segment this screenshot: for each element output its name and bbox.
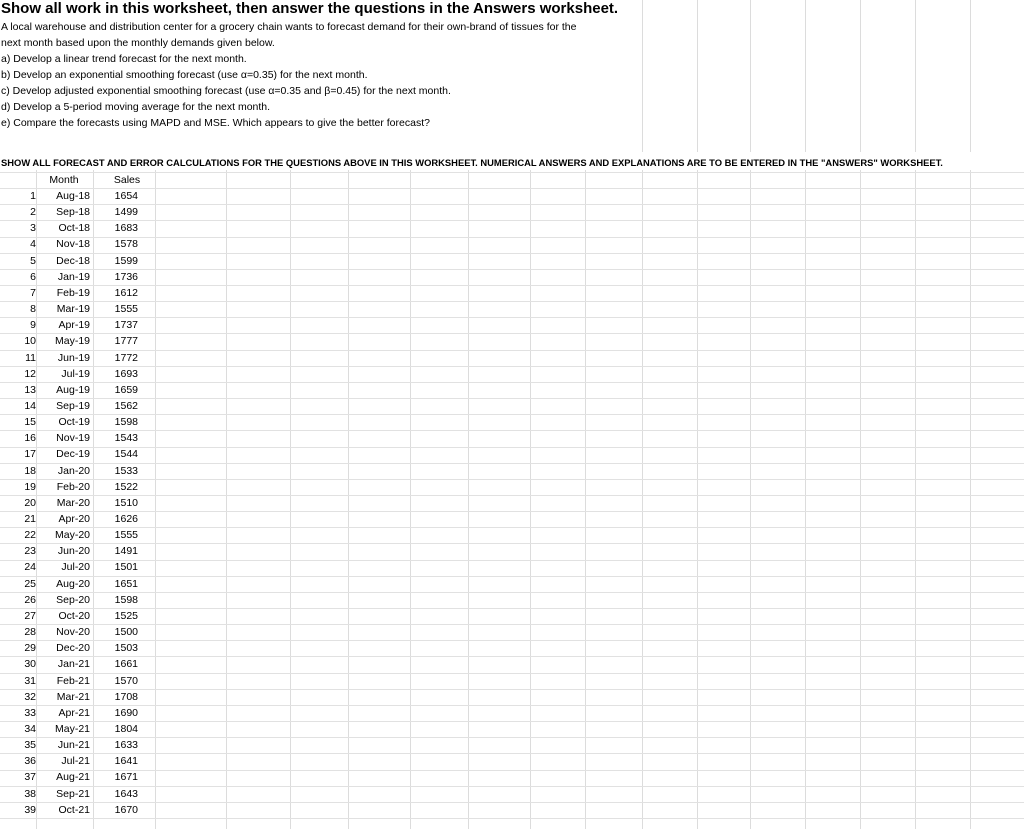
row-index-cell[interactable]: 13 xyxy=(24,384,36,396)
grid-row-line xyxy=(0,430,1024,431)
month-cell[interactable]: Nov-19 xyxy=(56,432,90,444)
month-cell[interactable]: Jun-20 xyxy=(57,545,90,557)
question-d: d) Develop a 5-period moving average for the next month. xyxy=(1,101,271,113)
sales-cell[interactable]: 1633 xyxy=(114,739,138,751)
sales-cell[interactable]: 1525 xyxy=(114,610,138,622)
month-cell[interactable]: Aug-20 xyxy=(56,578,90,590)
row-index-cell[interactable]: 23 xyxy=(24,545,36,557)
grid-row-line xyxy=(0,237,1024,238)
grid-row-line xyxy=(0,172,1024,173)
row-index-cell[interactable]: 29 xyxy=(24,642,36,654)
sales-cell[interactable]: 1690 xyxy=(114,707,138,719)
grid-row-line xyxy=(0,543,1024,544)
sales-cell[interactable]: 1599 xyxy=(114,255,138,267)
grid-row-line xyxy=(0,317,1024,318)
row-index-cell[interactable]: 32 xyxy=(24,691,36,703)
row-index-cell[interactable]: 17 xyxy=(24,448,36,460)
grid-row-line xyxy=(0,269,1024,270)
month-cell[interactable]: Jan-20 xyxy=(57,465,90,477)
row-index-cell[interactable]: 2 xyxy=(30,206,36,218)
month-cell[interactable]: Jan-21 xyxy=(57,658,90,670)
grid-row-line xyxy=(0,301,1024,302)
instruction-text: SHOW ALL FORECAST AND ERROR CALCULATIONS FOR THE QUESTIONS ABOVE IN THIS WORKSHEET. NUMERICAL ANSWERS AND EXPLANATIONS ARE TO BE ENTERED IN THE "ANSWERS" WORKSHEET. xyxy=(1,157,943,168)
grid-row-line xyxy=(0,818,1024,819)
month-cell[interactable]: Oct-19 xyxy=(58,416,90,428)
row-index-cell[interactable]: 15 xyxy=(24,416,36,428)
intro-line-2: next month based upon the monthly demands given below. xyxy=(1,37,275,49)
sales-cell[interactable]: 1683 xyxy=(114,222,138,234)
grid-row-line xyxy=(0,333,1024,334)
month-cell[interactable]: Oct-20 xyxy=(58,610,90,622)
grid-row-line xyxy=(0,721,1024,722)
row-index-cell[interactable]: 22 xyxy=(24,529,36,541)
sales-cell[interactable]: 1654 xyxy=(114,190,138,202)
sales-cell[interactable]: 1626 xyxy=(114,513,138,525)
grid-row-line xyxy=(0,753,1024,754)
sales-cell[interactable]: 1500 xyxy=(114,626,138,638)
sales-cell[interactable]: 1555 xyxy=(114,303,138,315)
sales-cell[interactable]: 1804 xyxy=(114,723,138,735)
sales-cell[interactable]: 1659 xyxy=(114,384,138,396)
sales-cell[interactable]: 1736 xyxy=(114,271,138,283)
row-index-cell[interactable]: 10 xyxy=(24,335,36,347)
month-cell[interactable]: Apr-19 xyxy=(58,319,90,331)
month-cell[interactable]: Jul-19 xyxy=(61,368,90,380)
row-index-cell[interactable]: 30 xyxy=(24,658,36,670)
month-cell[interactable]: Mar-19 xyxy=(56,303,90,315)
grid-row-line xyxy=(0,786,1024,787)
grid-row-line xyxy=(0,511,1024,512)
month-cell[interactable]: Jul-20 xyxy=(61,561,90,573)
sales-cell[interactable]: 1499 xyxy=(114,206,138,218)
sales-cell[interactable]: 1578 xyxy=(114,238,138,250)
grid-row-line xyxy=(0,592,1024,593)
sales-cell[interactable]: 1533 xyxy=(114,465,138,477)
sales-cell[interactable]: 1708 xyxy=(114,691,138,703)
sales-cell[interactable]: 1555 xyxy=(114,529,138,541)
row-index-cell[interactable]: 19 xyxy=(24,481,36,493)
grid-row-line xyxy=(0,463,1024,464)
month-cell[interactable]: Sep-19 xyxy=(56,400,90,412)
row-index-cell[interactable]: 8 xyxy=(30,303,36,315)
month-cell[interactable]: May-21 xyxy=(54,723,90,735)
grid-row-line xyxy=(0,479,1024,480)
month-cell[interactable]: Nov-18 xyxy=(56,238,90,250)
row-index-cell[interactable]: 4 xyxy=(30,238,36,250)
sales-cell[interactable]: 1693 xyxy=(114,368,138,380)
sales-cell[interactable]: 1772 xyxy=(114,352,138,364)
row-index-cell[interactable]: 34 xyxy=(24,723,36,735)
grid-row-line xyxy=(0,560,1024,561)
month-cell[interactable]: Jun-19 xyxy=(57,352,90,364)
grid-row-line xyxy=(0,527,1024,528)
month-cell[interactable]: Sep-20 xyxy=(56,594,90,606)
month-cell[interactable]: Oct-18 xyxy=(58,222,90,234)
sales-cell[interactable]: 1598 xyxy=(114,594,138,606)
row-index-cell[interactable]: 1 xyxy=(30,190,36,202)
month-cell[interactable]: Aug-18 xyxy=(56,190,90,202)
month-cell[interactable]: Jan-19 xyxy=(57,271,90,283)
month-cell[interactable]: Sep-21 xyxy=(56,788,90,800)
grid-row-line xyxy=(0,495,1024,496)
row-index-cell[interactable]: 16 xyxy=(24,432,36,444)
row-index-cell[interactable]: 39 xyxy=(24,804,36,816)
row-index-cell[interactable]: 37 xyxy=(24,771,36,783)
row-index-cell[interactable]: 27 xyxy=(24,610,36,622)
grid-row-line xyxy=(0,802,1024,803)
month-cell[interactable]: Jun-21 xyxy=(57,739,90,751)
sales-cell[interactable]: 1777 xyxy=(114,335,138,347)
month-cell[interactable]: Sep-18 xyxy=(56,206,90,218)
grid-row-line xyxy=(0,640,1024,641)
grid-row-line xyxy=(0,220,1024,221)
column-header-sales[interactable]: Sales xyxy=(113,174,141,186)
question-c: c) Develop adjusted exponential smoothing forecast (use α=0.35 and β=0.45) for the next month. xyxy=(1,85,451,97)
row-index-cell[interactable]: 3 xyxy=(30,222,36,234)
row-index-cell[interactable]: 35 xyxy=(24,739,36,751)
grid-row-line xyxy=(0,770,1024,771)
sales-cell[interactable]: 1641 xyxy=(114,755,138,767)
month-cell[interactable]: May-19 xyxy=(54,335,90,347)
row-index-cell[interactable]: 11 xyxy=(25,352,36,364)
grid-row-line xyxy=(0,447,1024,448)
month-cell[interactable]: Oct-21 xyxy=(58,804,90,816)
row-index-cell[interactable]: 25 xyxy=(24,578,36,590)
grid-row-line xyxy=(0,576,1024,577)
month-cell[interactable]: Aug-21 xyxy=(56,771,90,783)
sales-cell[interactable]: 1543 xyxy=(114,432,138,444)
grid-row-line xyxy=(0,737,1024,738)
grid-row-line xyxy=(0,285,1024,286)
grid-row-line xyxy=(0,382,1024,383)
grid-row-line xyxy=(0,414,1024,415)
sales-cell[interactable]: 1491 xyxy=(114,545,138,557)
row-index-cell[interactable]: 20 xyxy=(24,497,36,509)
row-index-cell[interactable]: 21 xyxy=(24,513,36,525)
grid-row-line xyxy=(0,608,1024,609)
sales-cell[interactable]: 1661 xyxy=(114,658,138,670)
sales-cell[interactable]: 1643 xyxy=(114,788,138,800)
sales-cell[interactable]: 1570 xyxy=(114,675,138,687)
grid-row-line xyxy=(0,204,1024,205)
sales-cell[interactable]: 1737 xyxy=(114,319,138,331)
sales-cell[interactable]: 1510 xyxy=(114,497,138,509)
page-title: Show all work in this worksheet, then answer the questions in the Answers worksheet. xyxy=(1,0,619,17)
question-b: b) Develop an exponential smoothing forecast (use α=0.35) for the next month. xyxy=(1,69,368,81)
intro-line-1: A local warehouse and distribution center for a grocery chain wants to forecast demand for their own-brand of tissues for the xyxy=(1,21,577,33)
month-cell[interactable]: Nov-20 xyxy=(56,626,90,638)
sales-cell[interactable]: 1671 xyxy=(114,771,138,783)
grid-row-line xyxy=(0,673,1024,674)
grid-row-line xyxy=(0,398,1024,399)
row-index-cell[interactable]: 7 xyxy=(30,287,36,299)
sales-cell[interactable]: 1612 xyxy=(114,287,138,299)
sales-cell[interactable]: 1503 xyxy=(114,642,138,654)
month-cell[interactable]: May-20 xyxy=(54,529,90,541)
month-cell[interactable]: Dec-18 xyxy=(56,255,90,267)
month-cell[interactable]: Apr-20 xyxy=(58,513,90,525)
grid-row-line xyxy=(0,689,1024,690)
month-cell[interactable]: Mar-21 xyxy=(56,691,90,703)
month-cell[interactable]: Dec-19 xyxy=(56,448,90,460)
grid-row-line xyxy=(0,188,1024,189)
row-index-cell[interactable]: 36 xyxy=(24,755,36,767)
question-a: a) Develop a linear trend forecast for the next month. xyxy=(1,53,247,65)
sales-cell[interactable]: 1522 xyxy=(114,481,138,493)
sales-cell[interactable]: 1544 xyxy=(114,448,138,460)
row-index-cell[interactable]: 18 xyxy=(24,465,36,477)
sales-cell[interactable]: 1501 xyxy=(114,561,138,573)
month-cell[interactable]: Feb-21 xyxy=(56,675,90,687)
row-index-cell[interactable]: 6 xyxy=(30,271,36,283)
grid-row-line xyxy=(0,350,1024,351)
row-index-cell[interactable]: 26 xyxy=(24,594,36,606)
sales-cell[interactable]: 1670 xyxy=(114,804,138,816)
grid-row-line xyxy=(0,366,1024,367)
month-cell[interactable]: Dec-20 xyxy=(56,642,90,654)
row-index-cell[interactable]: 5 xyxy=(30,255,36,267)
grid-row-line xyxy=(0,253,1024,254)
row-index-cell[interactable]: 38 xyxy=(24,788,36,800)
grid-row-line xyxy=(0,624,1024,625)
month-cell[interactable]: Apr-21 xyxy=(58,707,90,719)
sales-cell[interactable]: 1651 xyxy=(114,578,138,590)
month-cell[interactable]: Feb-19 xyxy=(56,287,90,299)
month-cell[interactable]: Jul-21 xyxy=(61,755,90,767)
row-index-cell[interactable]: 12 xyxy=(24,368,36,380)
sales-cell[interactable]: 1598 xyxy=(114,416,138,428)
grid-row-line xyxy=(0,656,1024,657)
row-index-cell[interactable]: 31 xyxy=(24,675,36,687)
row-index-cell[interactable]: 14 xyxy=(24,400,36,412)
column-header-month[interactable]: Month xyxy=(49,174,79,186)
month-cell[interactable]: Feb-20 xyxy=(56,481,90,493)
row-index-cell[interactable]: 24 xyxy=(24,561,36,573)
month-cell[interactable]: Aug-19 xyxy=(56,384,90,396)
grid-row-line xyxy=(0,705,1024,706)
row-index-cell[interactable]: 9 xyxy=(30,319,36,331)
month-cell[interactable]: Mar-20 xyxy=(56,497,90,509)
sales-cell[interactable]: 1562 xyxy=(114,400,138,412)
question-e: e) Compare the forecasts using MAPD and MSE. Which appears to give the better forecast? xyxy=(1,117,430,129)
row-index-cell[interactable]: 28 xyxy=(24,626,36,638)
row-index-cell[interactable]: 33 xyxy=(24,707,36,719)
